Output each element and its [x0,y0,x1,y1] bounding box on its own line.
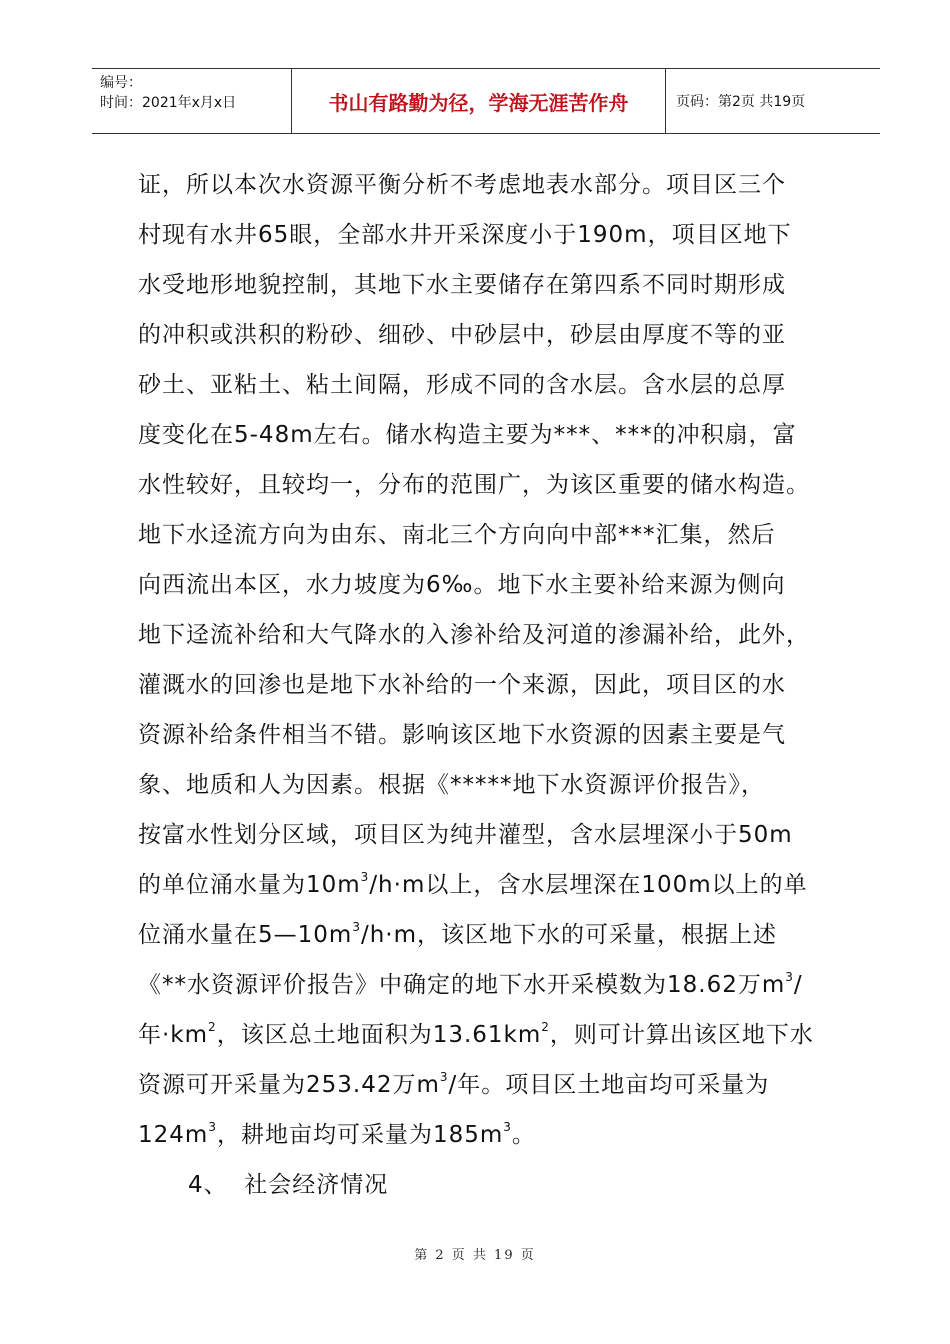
text-run: 位涌水量在5—10m [138,922,353,948]
body-line: 证，所以本次水资源平衡分析不考虑地表水部分。项目区三个 [138,172,786,198]
superscript: 3 [208,1120,217,1135]
text-run: 的单位涌水量为10m [138,872,361,898]
body-line: 水受地形地貌控制，其地下水主要储存在第四系不同时期形成 [138,272,786,298]
text-run: / [793,972,803,998]
body-line: 的冲积或洪积的粉砂、细砂、中砂层中，砂层由厚度不等的亚 [138,322,786,348]
body-line: 资源补给条件相当不错。影响该区地下水资源的因素主要是气 [138,722,786,748]
body-line [138,1110,858,1160]
superscript: 3 [785,970,794,985]
text-run: /年。项目区土地亩均可采量为 [448,1072,770,1098]
text-run: 《**水资源评价报告》中确定的地下水开采模数为18.62万m [138,972,786,998]
header-motto: 书山有路勤为径，学海无涯苦作舟 [292,69,666,133]
body-line: 地下水迳流方向为由东、南北三个方向向中部***汇集，然后 [138,522,776,548]
document-time-label: 时间：2021年x月x日 [100,95,237,111]
body-line: 灌溉水的回渗也是地下水补给的一个来源，因此，项目区的水 [138,672,786,698]
text-run: 资源可开采量为253.42万m [138,1072,440,1098]
body-line [138,1010,858,1060]
superscript: 3 [352,920,361,935]
body-line: 向西流出本区，水力坡度为6‰。地下水主要补给来源为侧向 [138,572,786,598]
document-number-label: 编号： [100,75,142,91]
text-run: /h·m以上，含水层埋深在100m以上的单 [369,872,808,898]
section-heading: 4、 社会经济情况 [188,1172,389,1198]
document-body [138,160,858,1210]
superscript: 3 [360,870,370,885]
text-run: ，该区总土地面积为13.61km [216,1022,542,1048]
body-line [138,1060,858,1110]
body-line: 象、地质和人为因素。根据《*****地下水资源评价报告》， [138,772,765,798]
text-run: /h·m，该区地下水的可采量，根据上述 [360,922,777,948]
body-line: 地下迳流补给和大气降水的入渗补给及河道的渗漏补给，此外， [138,622,810,648]
superscript: 3 [439,1070,449,1085]
superscript: 2 [541,1020,550,1035]
text-run: ，则可计算出该区地下水 [549,1022,814,1048]
body-line: 村现有水井65眼，全部水井开采深度小于190m，项目区地下 [138,222,792,248]
text-run: 。 [511,1122,536,1148]
page-header [92,68,880,134]
body-line: 度变化在5-48m左右。储水构造主要为***、***的冲积扇，富 [138,422,797,448]
superscript: 2 [208,1020,217,1035]
body-line: 砂土、亚粘土、粘土间隔，形成不同的含水层。含水层的总厚 [138,372,786,398]
body-line: 水性较好，且较均一，分布的范围广，为该区重要的储水构造。 [138,472,810,498]
header-meta [92,69,292,133]
body-line [138,910,858,960]
header-page-label: 页码：第2页 共19页 [676,94,806,110]
text-run: 年·km [138,1022,209,1048]
body-line [138,860,858,910]
text-run: ，耕地亩均可采量为185m [216,1122,504,1148]
body-line: 按富水性划分区域，项目区为纯井灌型，含水层埋深小于50m [138,822,793,848]
text-run: 124m [138,1122,209,1148]
page-footer: 第 2 页 共 19 页 [414,1248,536,1263]
superscript: 3 [503,1120,512,1135]
body-line [138,960,858,1010]
